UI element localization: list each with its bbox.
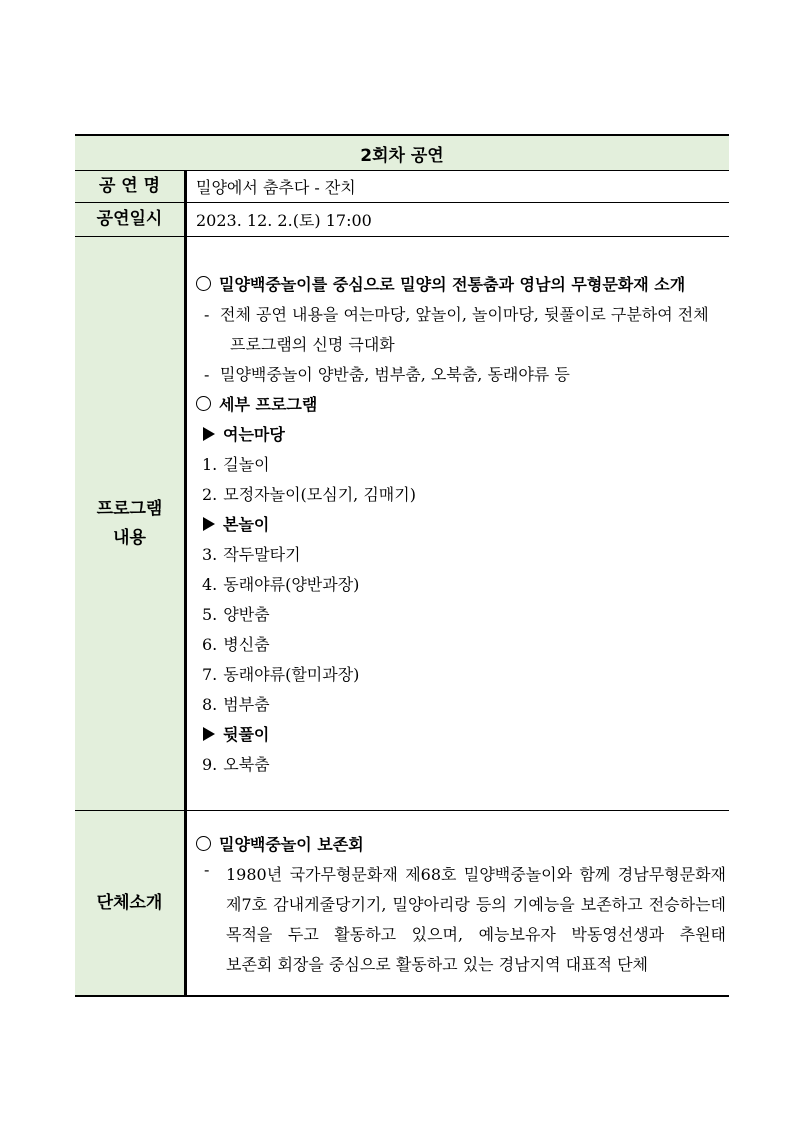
program-intro-sub1-text: 전체 공연 내용을 여는마당, 앞놀이, 놀이마당, 뒷풀이로 구분하여 전체 bbox=[220, 305, 709, 324]
item-text: 모정자놀이(모심기, 김매기) bbox=[223, 485, 416, 504]
item-text: 오북춤 bbox=[223, 755, 270, 774]
program-intro-sub1 bbox=[194, 300, 729, 330]
triangle-right-icon bbox=[203, 727, 215, 741]
value-performance-date: 2023. 12. 2.(토) 17:00 bbox=[196, 211, 372, 230]
item-text: 병신춤 bbox=[223, 635, 270, 654]
group-description-line: 목적을 두고 활동하고 있으며, 예능보유자 박동영선생과 추원태 bbox=[226, 925, 726, 944]
dash-marker: - bbox=[204, 860, 210, 879]
program-detail-heading-text: 세부 프로그램 bbox=[219, 395, 318, 414]
group-description-line: 제7호 감내게줄당기기, 밀양아리랑 등의 기예능을 보존하고 전승하는데 bbox=[226, 895, 726, 914]
item-text: 양반춤 bbox=[223, 605, 270, 624]
list-item bbox=[194, 540, 729, 570]
dash-marker: - bbox=[204, 305, 210, 324]
item-text: 동래야류(할미과장) bbox=[223, 665, 360, 684]
item-text: 동래야류(양반과장) bbox=[223, 575, 360, 594]
list-item bbox=[194, 450, 729, 480]
item-number: 5. bbox=[202, 605, 218, 624]
row-program bbox=[75, 236, 729, 810]
program-intro-heading-text: 밀양백중놀이를 중심으로 밀양의 전통춤과 영남의 무형문화재 소개 bbox=[219, 275, 686, 294]
row-performance-date bbox=[75, 202, 729, 236]
program-content bbox=[187, 237, 729, 810]
section-opening bbox=[194, 420, 729, 450]
value-performance-name: 밀양에서 춤추다 - 잔치 bbox=[196, 178, 356, 197]
item-number: 6. bbox=[202, 635, 218, 654]
program-intro-sub1-cont: 프로그램의 신명 극대화 bbox=[230, 335, 395, 354]
section-closing bbox=[194, 720, 729, 750]
triangle-right-icon bbox=[203, 517, 215, 531]
circle-icon bbox=[196, 276, 211, 291]
label-performance-date: 공연일시 bbox=[75, 203, 187, 236]
group-heading bbox=[194, 830, 729, 860]
section-main bbox=[194, 510, 729, 540]
program-intro-sub2-text: 밀양백중놀이 양반춤, 범부춤, 오북춤, 동래야류 등 bbox=[220, 365, 570, 384]
label-group-intro: 단체소개 bbox=[75, 811, 187, 995]
list-item bbox=[194, 690, 729, 720]
program-intro-heading bbox=[194, 270, 729, 300]
list-item bbox=[194, 750, 729, 780]
item-number: 2. bbox=[202, 485, 218, 504]
item-number: 1. bbox=[202, 455, 218, 474]
row-performance-name bbox=[75, 170, 729, 202]
group-description bbox=[194, 860, 729, 980]
table-title: 2회차 공연 bbox=[75, 136, 729, 170]
list-item bbox=[194, 600, 729, 630]
label-performance-name: 공 연 명 bbox=[75, 171, 187, 202]
list-item bbox=[194, 660, 729, 690]
program-detail-heading bbox=[194, 390, 729, 420]
item-text: 작두말타기 bbox=[223, 545, 301, 564]
section-closing-title: 뒷풀이 bbox=[223, 725, 270, 744]
label-program-line2: 내용 bbox=[113, 527, 146, 548]
item-number: 7. bbox=[202, 665, 218, 684]
item-text: 길놀이 bbox=[223, 455, 270, 474]
section-main-title: 본놀이 bbox=[223, 515, 270, 534]
performance-table bbox=[75, 134, 729, 997]
item-number: 3. bbox=[202, 545, 218, 564]
circle-icon bbox=[196, 836, 211, 851]
item-text: 범부춤 bbox=[223, 695, 270, 714]
circle-icon bbox=[196, 396, 211, 411]
label-program-line1: 프로그램 bbox=[96, 498, 163, 519]
section-opening-title: 여는마당 bbox=[223, 425, 285, 444]
triangle-right-icon bbox=[203, 427, 215, 441]
list-item bbox=[194, 480, 729, 510]
row-group-intro bbox=[75, 810, 729, 995]
item-number: 8. bbox=[202, 695, 218, 714]
group-heading-text: 밀양백중놀이 보존회 bbox=[219, 835, 364, 854]
list-item bbox=[194, 570, 729, 600]
group-intro-content bbox=[187, 811, 729, 995]
group-description-line: 1980년 국가무형문화재 제68호 밀양백중놀이와 함께 경남무형문화재 bbox=[226, 865, 726, 884]
item-number: 4. bbox=[202, 575, 218, 594]
program-intro-sub2 bbox=[194, 360, 729, 390]
item-number: 9. bbox=[202, 755, 218, 774]
group-description-line: 보존회 회장을 중심으로 활동하고 있는 경남지역 대표적 단체 bbox=[226, 955, 649, 974]
list-item bbox=[194, 630, 729, 660]
label-program bbox=[75, 237, 187, 810]
dash-marker: - bbox=[204, 365, 210, 384]
